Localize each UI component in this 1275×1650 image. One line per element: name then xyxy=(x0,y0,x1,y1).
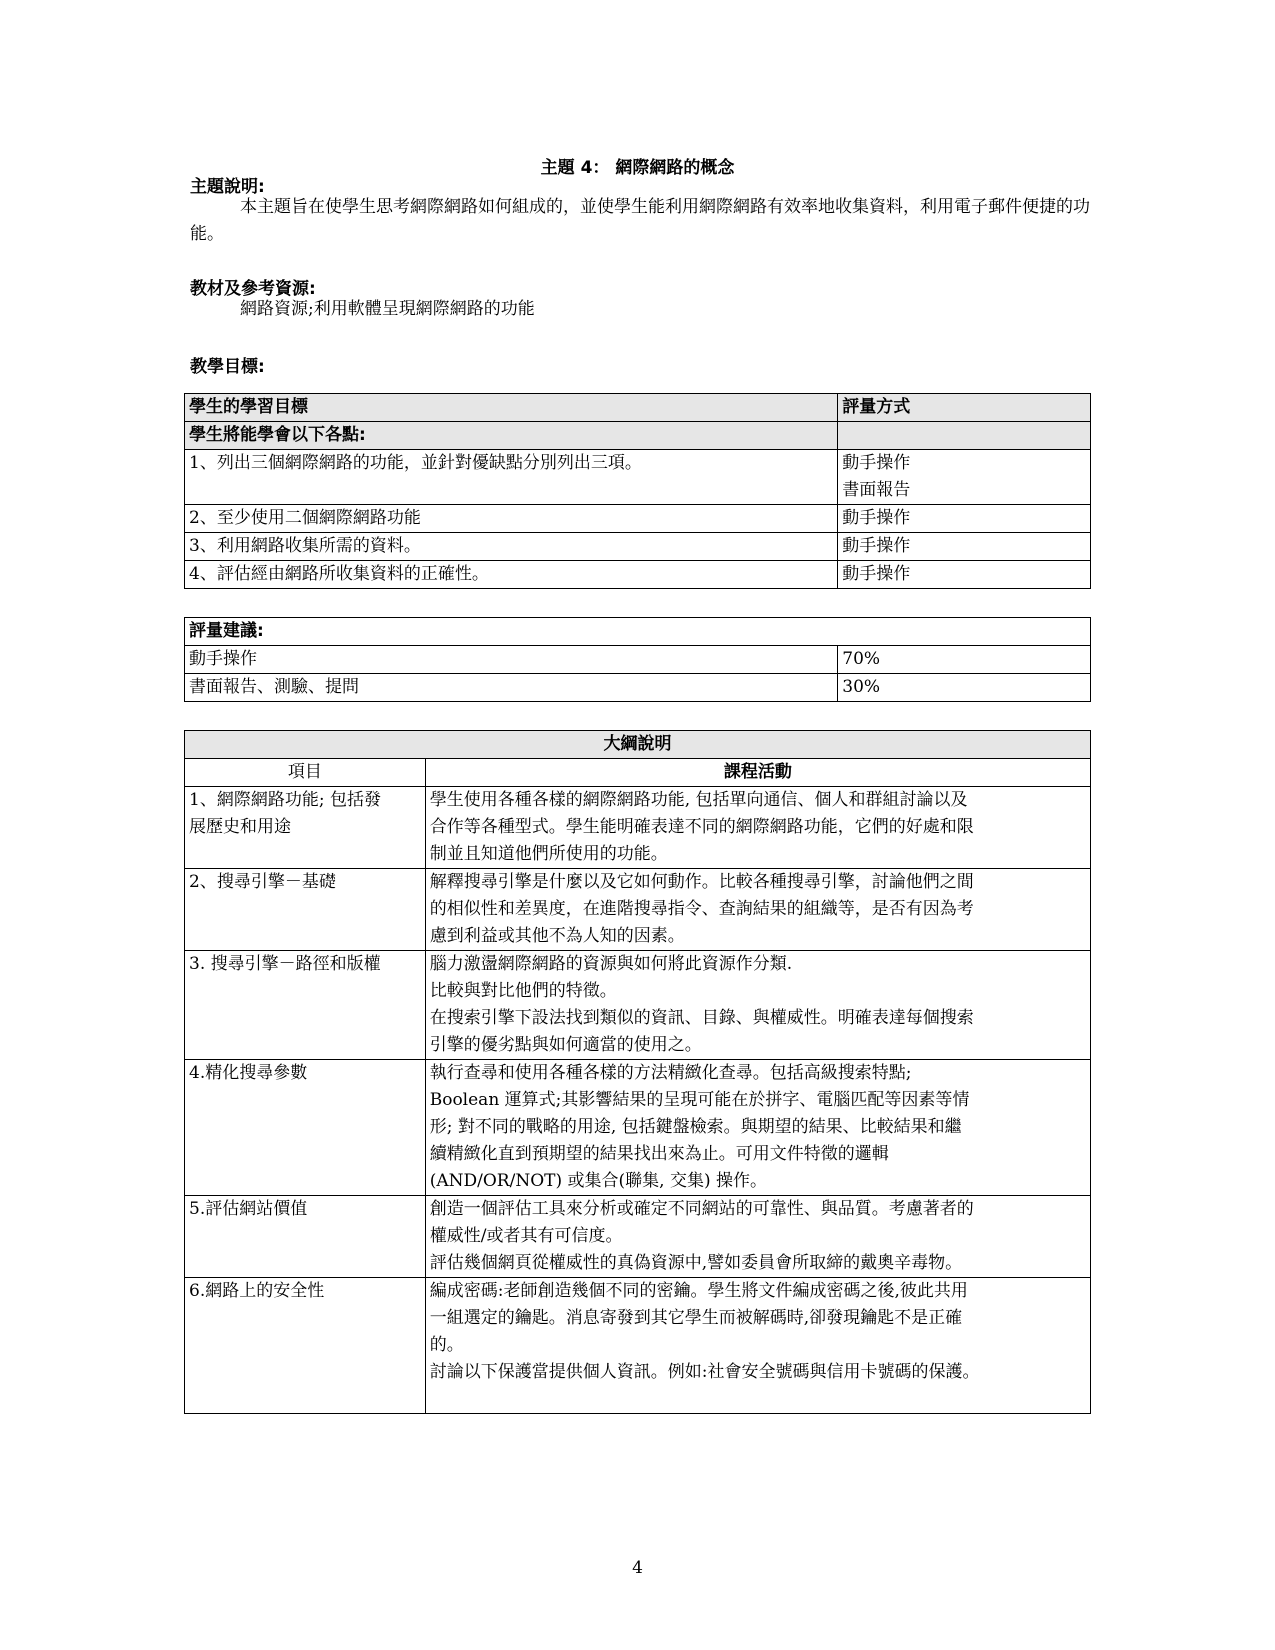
outline-item xyxy=(185,787,426,869)
item-line: 6.網路上的安全性 xyxy=(189,1281,325,1301)
item-line: 4.精化搜尋參數 xyxy=(189,1063,308,1083)
table-row xyxy=(185,450,1091,505)
activity-line: (AND/OR/NOT) 或集合(聯集, 交集) 操作。 xyxy=(429,1171,767,1191)
outline-table xyxy=(184,730,1091,1414)
activity-line: Boolean 運算式;其影響結果的呈現可能在於拼字、電腦匹配等因素等情 xyxy=(429,1090,970,1110)
assessment-heading: 評量建議: xyxy=(185,618,1091,646)
outline-activity xyxy=(425,951,1090,1060)
objectives-table xyxy=(184,393,1091,589)
activity-line: 引擎的優劣點與如何適當的使用之。 xyxy=(429,1035,702,1055)
item-line: 展歷史和用途 xyxy=(189,817,291,837)
assessment-percent: 30% xyxy=(838,674,1091,702)
activity-line: 在搜索引擎下設法找到類似的資訊、目錄、與權威性。明確表達每個搜索 xyxy=(429,1008,974,1028)
outline-item xyxy=(185,869,426,951)
objectives-heading: 教學目標: xyxy=(190,357,265,377)
materials-heading: 教材及參考資源: xyxy=(190,279,316,299)
outline-activity xyxy=(425,1060,1090,1196)
activity-line: 評估幾個網頁從權威性的真偽資源中,譬如委員會所取締的戴奧辛毒物。 xyxy=(429,1253,963,1273)
activity-line: 的。 xyxy=(429,1335,464,1355)
outline-activity xyxy=(425,1278,1090,1414)
outline-activity xyxy=(425,787,1090,869)
activity-line: 一組選定的鑰匙。消息寄發到其它學生而被解碼時,卻發現鑰匙不是正確 xyxy=(429,1308,963,1328)
objective-goal: 1、列出三個網際網路的功能，並針對優缺點分別列出三項。 xyxy=(185,450,838,505)
objective-goal: 2、至少使用二個網際網路功能 xyxy=(185,505,838,533)
table-row xyxy=(185,951,1091,1060)
method-line: 動手操作 xyxy=(842,453,911,473)
item-line: 2、搜尋引擎－基礎 xyxy=(189,872,336,892)
assessment-item: 書面報告、測驗、提問 xyxy=(185,674,838,702)
objectives-col-method: 評量方式 xyxy=(838,394,1091,422)
table-row xyxy=(185,1196,1091,1278)
activity-line: 形; 對不同的戰略的用途, 包括鍵盤檢索。與期望的結果、比較結果和繼 xyxy=(429,1117,962,1137)
objectives-col-goal: 學生的學習目標 xyxy=(185,394,838,422)
table-row xyxy=(185,1278,1091,1414)
activity-line: 合作等各種型式。學生能明確表達不同的網際網路功能，它們的好處和限 xyxy=(429,817,974,837)
assessment-table xyxy=(184,617,1091,702)
outline-item xyxy=(185,951,426,1060)
table-row xyxy=(185,674,1091,702)
objective-goal: 4、評估經由網路所收集資料的正確性。 xyxy=(185,561,838,589)
activity-line: 慮到利益或其他不為人知的因素。 xyxy=(429,926,685,946)
activity-line xyxy=(430,1386,1086,1413)
activity-line: 續精緻化直到預期望的結果找出來為止。可用文件特徵的邏輯 xyxy=(429,1144,889,1164)
table-row xyxy=(185,505,1091,533)
objectives-subheading: 學生將能學會以下各點: xyxy=(185,422,838,450)
activity-line: 學生使用各種各樣的網際網路功能, 包括單向通信、個人和群組討論以及 xyxy=(429,790,968,810)
activity-line: 討論以下保護當提供個人資訊。例如:社會安全號碼與信用卡號碼的保護。 xyxy=(429,1362,980,1382)
objective-method: 動手操作 xyxy=(838,505,1091,533)
page-title: 主題 4： 網際網路的概念 xyxy=(540,158,735,178)
activity-line: 腦力激盪網際網路的資源與如何將此資源作分類. xyxy=(429,954,793,974)
table-row xyxy=(185,787,1091,869)
activity-line: 執行查尋和使用各種各樣的方法精緻化查尋。包括高級搜索特點; xyxy=(429,1063,912,1083)
activity-line: 創造一個評估工具來分析或確定不同網站的可靠性、與品質。考慮著者的 xyxy=(429,1199,974,1219)
table-row xyxy=(185,1060,1091,1196)
outline-col-activity: 課程活動 xyxy=(425,759,1090,787)
table-row xyxy=(185,869,1091,951)
outline-activity xyxy=(425,869,1090,951)
activity-line: 比較與對比他們的特徵。 xyxy=(429,981,617,1001)
outline-item xyxy=(185,1060,426,1196)
item-line: 3. 搜尋引擎－路徑和版權 xyxy=(189,954,381,974)
intro-heading: 主題說明: xyxy=(190,177,265,197)
outline-item xyxy=(185,1278,426,1414)
objectives-subheading-empty xyxy=(838,422,1091,450)
outline-heading: 大綱說明 xyxy=(185,731,1091,759)
objective-goal: 3、利用網路收集所需的資料。 xyxy=(185,533,838,561)
item-line: 1、網際網路功能; 包括發 xyxy=(189,790,381,810)
assessment-percent: 70% xyxy=(838,646,1091,674)
item-line: 5.評估網站價值 xyxy=(189,1199,308,1219)
method-line: 書面報告 xyxy=(842,480,911,500)
outline-item xyxy=(185,1196,426,1278)
activity-line: 編成密碼:老師創造幾個不同的密鑰。學生將文件編成密碼之後,彼此共用 xyxy=(429,1281,968,1301)
table-row xyxy=(185,533,1091,561)
intro-text: 本主題旨在使學生思考網際網路如何組成的，並使學生能利用網際網路有效率地收集資料，利用電子郵件便捷的功能。 xyxy=(190,197,1090,244)
outline-col-item: 項目 xyxy=(185,759,426,787)
outline-activity xyxy=(425,1196,1090,1278)
activity-line: 權威性/或者其有可信度。 xyxy=(429,1226,623,1246)
table-row xyxy=(185,646,1091,674)
objective-method: 動手操作 xyxy=(838,561,1091,589)
assessment-item: 動手操作 xyxy=(185,646,838,674)
table-row xyxy=(185,561,1091,589)
objective-method xyxy=(838,450,1091,505)
activity-line: 解釋搜尋引擎是什麼以及它如何動作。比較各種搜尋引擎，討論他們之間 xyxy=(429,872,974,892)
page-number: 4 xyxy=(632,1558,643,1578)
materials-text: 網路資源;利用軟體呈現網際網路的功能 xyxy=(240,299,535,319)
activity-line: 的相似性和差異度，在進階搜尋指令、查詢結果的組織等，是否有因為考 xyxy=(429,899,974,919)
activity-line: 制並且知道他們所使用的功能。 xyxy=(429,844,668,864)
objective-method: 動手操作 xyxy=(838,533,1091,561)
